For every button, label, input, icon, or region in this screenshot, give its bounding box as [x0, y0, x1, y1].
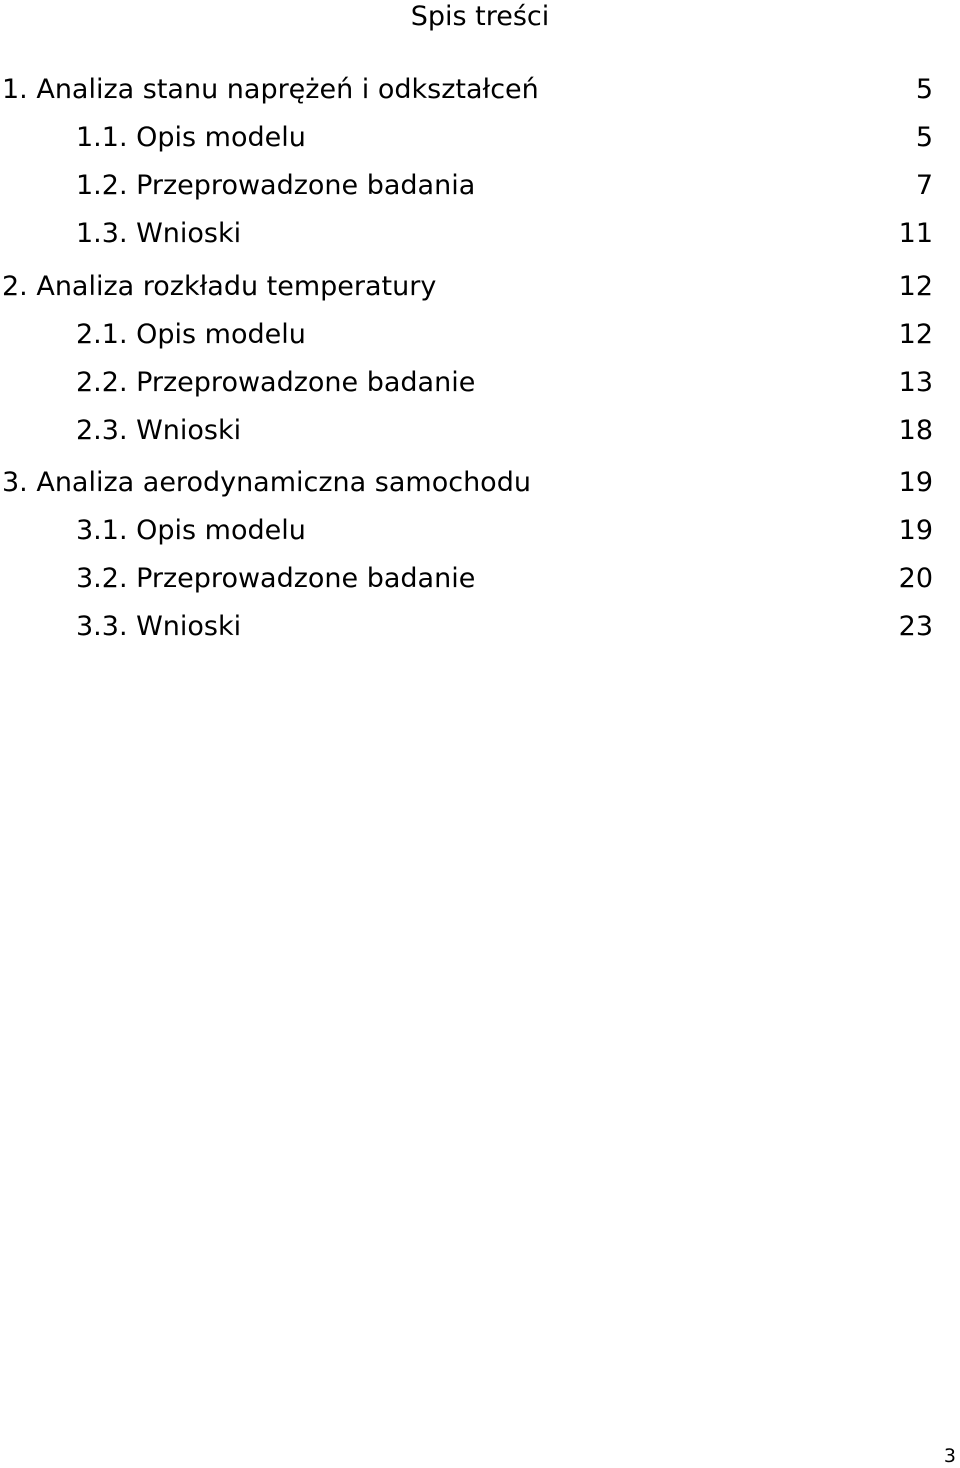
toc-entry [0, 318, 960, 352]
toc-entry [0, 366, 960, 400]
toc-entry [0, 514, 960, 548]
toc-entry-label: 3.2. Przeprowadzone badanie [76, 563, 476, 594]
toc-list [0, 0, 960, 700]
toc-entry [0, 466, 960, 500]
toc-entry-label: 1.3. Wnioski [76, 218, 242, 249]
toc-entry [0, 169, 960, 203]
toc-entry-label: 3.1. Opis modelu [76, 515, 306, 546]
toc-entry-page: 19 [898, 467, 933, 498]
toc-entry-label: 2. Analiza rozkładu temperatury [2, 271, 437, 302]
toc-entry-page: 19 [898, 515, 933, 546]
toc-entry-page: 7 [915, 170, 933, 201]
toc-entry-label: 1. Analiza stanu naprężeń i odkształceń [2, 74, 539, 105]
toc-entry-page: 5 [915, 122, 933, 153]
toc-entry [0, 121, 960, 155]
toc-entry-label: 1.2. Przeprowadzone badania [76, 170, 476, 201]
toc-entry-page: 11 [898, 218, 933, 249]
toc-title: Spis treści [410, 1, 550, 32]
toc-entry-page: 13 [898, 367, 933, 398]
toc-entry [0, 217, 960, 251]
toc-entry-label: 2.1. Opis modelu [76, 319, 306, 350]
toc-entry-page: 12 [898, 271, 933, 302]
toc-entry-label: 3.3. Wnioski [76, 611, 242, 642]
toc-entry [0, 414, 960, 448]
toc-entry-label: 2.3. Wnioski [76, 415, 242, 446]
toc-entry [0, 270, 960, 304]
toc-entry-label: 3. Analiza aerodynamiczna samochodu [2, 467, 531, 498]
toc-entry [0, 610, 960, 644]
page-number: 3 [943, 1445, 956, 1467]
toc-entry-page: 5 [915, 74, 933, 105]
toc-entry-page: 18 [898, 415, 933, 446]
toc-entry-page: 23 [898, 611, 933, 642]
toc-entry-label: 1.1. Opis modelu [76, 122, 306, 153]
toc-entry-page: 20 [898, 563, 933, 594]
toc-entry-page: 12 [898, 319, 933, 350]
toc-entry [0, 562, 960, 596]
toc-entry [0, 73, 960, 107]
toc-entry-label: 2.2. Przeprowadzone badanie [76, 367, 476, 398]
